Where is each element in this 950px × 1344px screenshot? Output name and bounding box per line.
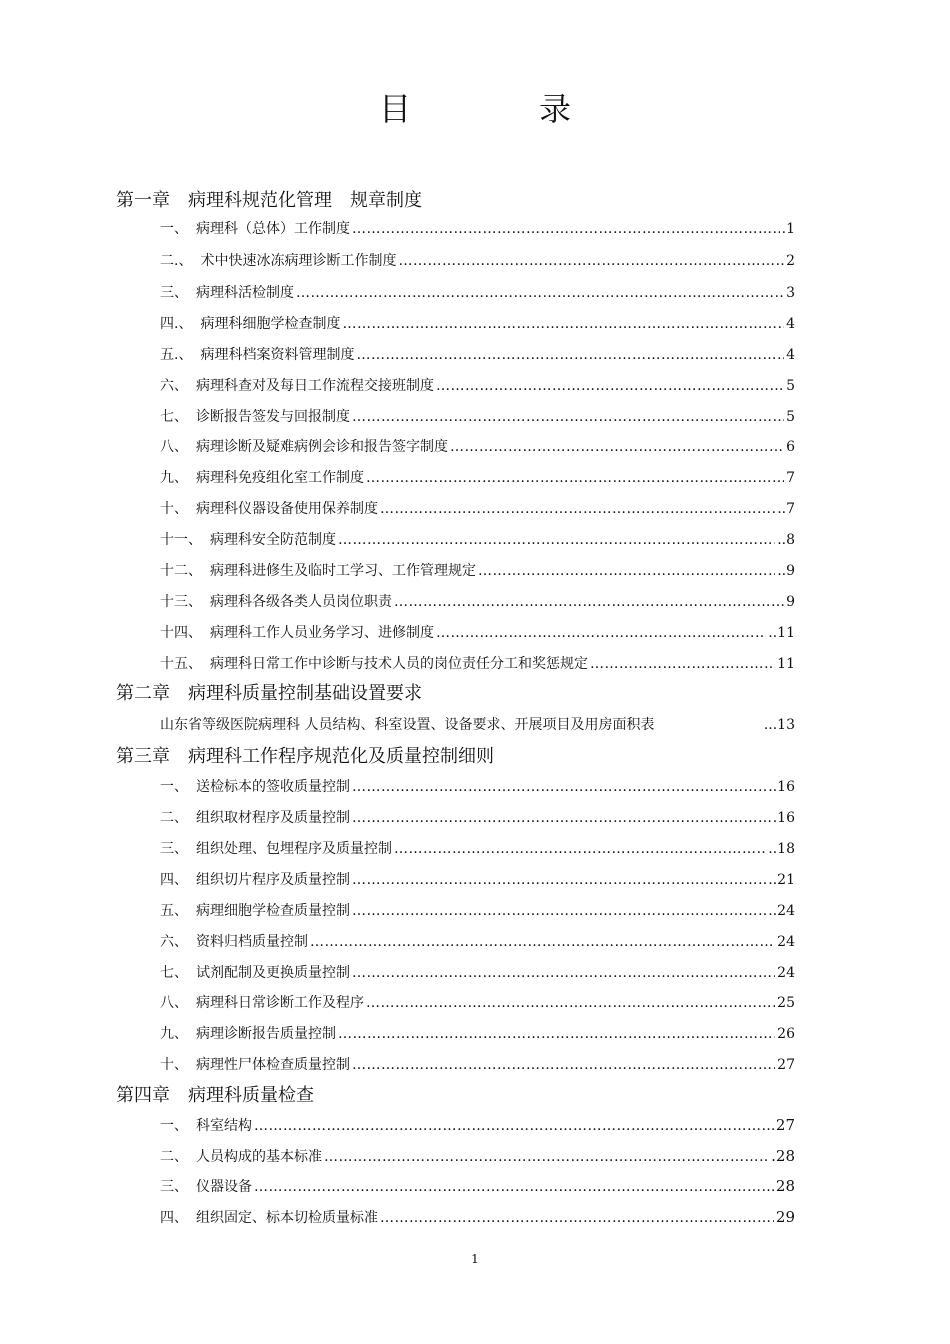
entry-title: 组织处理、包埋程序及质量控制 (196, 841, 392, 857)
toc-entry[interactable] (160, 1207, 795, 1231)
entry-title: 病理科查对及每日工作流程交接班制度 (196, 378, 434, 394)
toc-entry[interactable] (160, 1146, 795, 1170)
entry-page: 3 (786, 285, 795, 301)
entry-page: 28 (775, 1177, 795, 1195)
dot-leader (394, 841, 766, 857)
entry-number: 三、 (160, 841, 188, 857)
toc-entry[interactable] (160, 900, 795, 924)
entry-title: 科室结构 (196, 1118, 252, 1134)
entry-number: 六、 (160, 378, 188, 394)
entry-title: 病理科日常工作中诊断与技术人员的岗位责任分工和奖惩规定 (210, 656, 588, 672)
entry-page: .1 (781, 221, 795, 237)
entry-page: ..7 (777, 501, 795, 517)
entry-number: 八、 (160, 439, 188, 455)
entry-page: 25 (777, 995, 795, 1011)
entry-page: ..18 (768, 841, 795, 857)
dot-leader (380, 1210, 774, 1226)
entry-title: 组织取材程序及质量控制 (196, 810, 350, 826)
dot-leader (394, 594, 784, 610)
entry-page: ..11 (768, 625, 795, 641)
entry-title: 病理科免疫组化室工作制度 (196, 470, 364, 486)
toc-entry[interactable] (160, 992, 795, 1016)
entry-page: 6 (786, 439, 795, 455)
dot-leader (254, 1179, 774, 1195)
entry-page: 27 (775, 1116, 795, 1134)
chapter-title: 病理科质量控制基础设置要求 (188, 683, 422, 703)
dot-leader (590, 656, 775, 672)
entry-page: ..16 (768, 779, 795, 795)
toc-entry[interactable] (160, 962, 795, 986)
chapter-title: 病理科工作程序规范化及质量控制细则 (188, 746, 494, 766)
entry-page: 9 (786, 594, 795, 610)
page-number: 1 (471, 1252, 479, 1266)
entry-page: ...13 (763, 717, 795, 733)
entry-page: 7 (786, 470, 795, 486)
toc-title: 目 录 (378, 90, 619, 128)
dot-leader (324, 1149, 769, 1165)
dot-leader (352, 903, 766, 919)
entry-page: 4 (786, 347, 795, 363)
toc-entry[interactable] (160, 869, 795, 893)
entry-title: 病理科档案资料管理制度 (200, 347, 355, 363)
entry-title: 试剂配制及更换质量控制 (196, 965, 350, 981)
chapter-number: 第二章 (116, 683, 170, 703)
dot-leader (352, 1057, 775, 1073)
entry-number: 五、 (160, 903, 188, 919)
entry-page: 24 (777, 934, 795, 950)
entry-title: 病理诊断及疑难病例会诊和报告签字制度 (196, 439, 448, 455)
toc-entry[interactable] (160, 1176, 795, 1200)
toc-entry[interactable] (160, 1115, 795, 1139)
entry-title: 组织切片程序及质量控制 (196, 872, 350, 888)
toc-entry[interactable] (160, 807, 795, 831)
entry-number: 十三、 (160, 594, 202, 610)
chapter-title: 病理科规范化管理 规章制度 (188, 190, 422, 210)
entry-page: ..9 (777, 563, 795, 579)
entry-number: 十一、 (160, 532, 202, 548)
toc-entry[interactable] (160, 375, 795, 399)
toc-entry[interactable] (160, 1054, 795, 1078)
toc-entry[interactable] (160, 622, 795, 646)
toc-entry[interactable] (160, 931, 795, 955)
entry-number: 十二、 (160, 563, 202, 579)
entry-page: 26 (777, 1026, 795, 1042)
entry-page: 4 (786, 316, 795, 332)
entry-number: 四、 (160, 872, 188, 888)
entry-number: 二、 (160, 810, 188, 826)
dot-leader (398, 253, 784, 269)
entry-page: 24 (777, 965, 795, 981)
entry-number: 一、 (160, 221, 188, 237)
dot-leader (338, 1026, 775, 1042)
chapter-heading (116, 742, 494, 766)
entry-title: 山东省等级医院病理科 人员结构、科室设置、设备要求、开展项目及用房面积表 (160, 717, 655, 733)
toc-entry[interactable] (160, 250, 795, 274)
dot-leader (352, 810, 771, 826)
dot-leader (342, 316, 784, 332)
entry-title: 术中快速冰冻病理诊断工作制度 (200, 253, 397, 269)
dot-leader (352, 965, 775, 981)
entry-number: 一、 (160, 779, 188, 795)
entry-title: 组织固定、标本切检质量标准 (196, 1210, 378, 1226)
entry-page: 27 (777, 1057, 795, 1073)
toc-entry[interactable] (160, 313, 795, 337)
dot-leader (296, 285, 784, 301)
entry-title: 病理诊断报告质量控制 (196, 1026, 336, 1042)
entry-number: 十四、 (160, 625, 202, 641)
toc-entry[interactable] (160, 560, 795, 584)
chapter-heading (116, 186, 422, 210)
toc-entry[interactable] (160, 218, 795, 242)
dot-leader (478, 563, 775, 579)
entry-number: 四.、 (160, 316, 193, 332)
dot-leader (254, 1118, 774, 1134)
toc-entry[interactable] (160, 1023, 795, 1047)
entry-title: 病理科进修生及临时工学习、工作管理规定 (210, 563, 476, 579)
toc-entry[interactable] (160, 406, 795, 430)
toc-entry[interactable] (160, 282, 795, 306)
entry-number: 十、 (160, 1057, 188, 1073)
dot-leader (352, 872, 766, 888)
entry-page: ..8 (777, 532, 795, 548)
entry-number: 九、 (160, 1026, 188, 1042)
entry-page: 2 (786, 253, 795, 269)
entry-title: 资料归档质量控制 (196, 934, 308, 950)
dot-leader (356, 347, 784, 363)
entry-number: 八、 (160, 995, 188, 1011)
dot-leader (338, 532, 775, 548)
entry-title: 病理细胞学检查质量控制 (196, 903, 350, 919)
toc-entry[interactable] (160, 498, 795, 522)
entry-title: 病理科细胞学检查制度 (200, 316, 341, 332)
entry-title: 病理科各级各类人员岗位职责 (210, 594, 392, 610)
entry-number: 三、 (160, 1179, 188, 1195)
entry-title: 人员构成的基本标准 (196, 1149, 322, 1165)
entry-number: 六、 (160, 934, 188, 950)
dot-leader (450, 439, 784, 455)
entry-page: 29 (775, 1208, 795, 1226)
entry-number: 四、 (160, 1210, 188, 1226)
chapter-title: 病理科质量检查 (188, 1085, 314, 1105)
entry-number: 七、 (160, 409, 188, 425)
entry-number: 三、 (160, 285, 188, 301)
entry-title: 诊断报告签发与回报制度 (196, 409, 350, 425)
dot-leader (352, 409, 784, 425)
entry-page: ..21 (768, 872, 795, 888)
dot-leader (436, 378, 784, 394)
entry-title: 病理科安全防范制度 (210, 532, 336, 548)
entry-number: 十、 (160, 501, 188, 517)
entry-title: 病理科工作人员业务学习、进修制度 (210, 625, 434, 641)
chapter-heading (116, 1081, 314, 1105)
entry-title: 送检标本的签收质量控制 (196, 779, 350, 795)
entry-number: 七、 (160, 965, 188, 981)
chapter-number: 第四章 (116, 1085, 170, 1105)
entry-page: 5 (786, 409, 795, 425)
toc-entry[interactable] (160, 838, 795, 862)
toc-entry[interactable] (160, 344, 795, 368)
dot-leader (310, 934, 775, 950)
entry-title: 病理性尸体检查质量控制 (196, 1057, 350, 1073)
entry-number: 九、 (160, 470, 188, 486)
dot-leader (380, 501, 775, 517)
entry-page: 11 (777, 656, 795, 672)
entry-page: .28 (771, 1147, 795, 1165)
chapter-heading (116, 679, 422, 703)
entry-number: 十五、 (160, 656, 202, 672)
entry-title: 病理科仪器设备使用保养制度 (196, 501, 378, 517)
toc-entry[interactable] (160, 529, 795, 553)
chapter-number: 第三章 (116, 746, 170, 766)
entry-number: 二.、 (160, 253, 193, 269)
dot-leader (366, 470, 784, 486)
entry-title: 病理科活检制度 (196, 285, 294, 301)
toc-entry[interactable] (160, 591, 795, 615)
toc-entry[interactable] (160, 714, 795, 738)
dot-leader (352, 221, 780, 237)
toc-entry[interactable] (160, 653, 795, 677)
entry-title: 病理科（总体）工作制度 (196, 221, 350, 237)
entry-title: 仪器设备 (196, 1179, 252, 1195)
dot-leader (352, 779, 766, 795)
entry-number: 二、 (160, 1149, 188, 1165)
chapter-number: 第一章 (116, 190, 170, 210)
dot-leader (366, 995, 775, 1011)
toc-entry[interactable] (160, 776, 795, 800)
toc-entry[interactable] (160, 436, 795, 460)
entry-title: 病理科日常诊断工作及程序 (196, 995, 364, 1011)
dot-leader (436, 625, 766, 641)
entry-page: ..24 (768, 903, 795, 919)
entry-number: 一、 (160, 1118, 188, 1134)
entry-page: .16 (772, 810, 795, 826)
toc-entry[interactable] (160, 467, 795, 491)
entry-page: 5 (786, 378, 795, 394)
entry-number: 五.、 (160, 347, 193, 363)
